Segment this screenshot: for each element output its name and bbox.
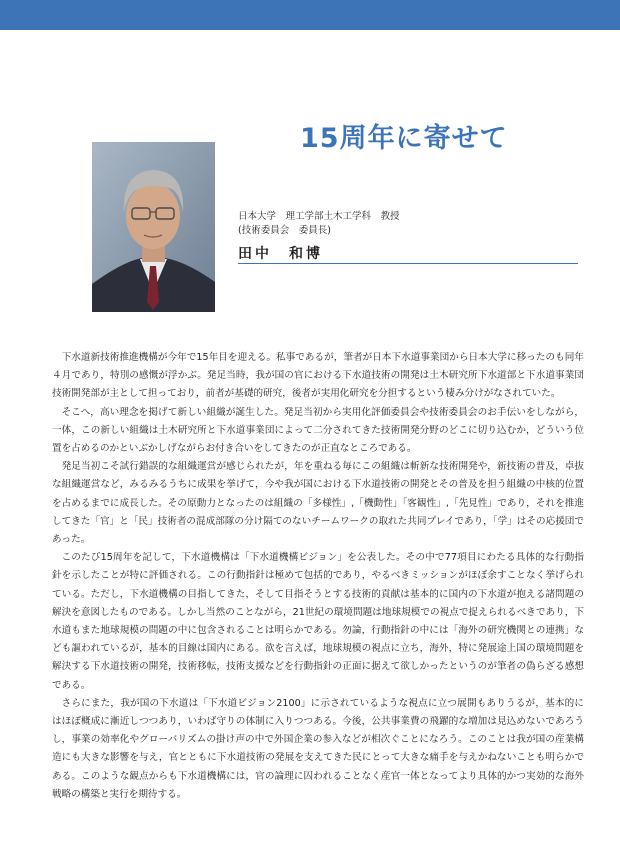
article-body — [52, 349, 584, 804]
author-affiliation: 日本大学 理工学部土木工学科 教授 — [238, 211, 400, 222]
author-name: 田中 和博 — [238, 243, 578, 264]
header-band — [0, 0, 620, 30]
paragraph: そこへ，高い理念を掲げて新しい組織が誕生した。発足当初から実用化評価委員会や技術委員会のお手伝いをしながら，一体，この新しい組織は土木研究所と下水道事業団によって二分されてきた技術開発分野のどこに切り込むか，どういう位置を占めるのかといぶかしげながらお付き合いをしてきたのが正直なところである。 — [52, 406, 584, 455]
author-role: (技術委員会 委員長) — [238, 225, 331, 236]
author-affiliation-block — [238, 210, 568, 238]
paragraph: このたび15周年を記して，下水道機構は「下水道機構ビジョン」を公表した。その中で77項目にわたる具体的な行動指針を示したことが特に評価される。この行動指針は極めて包括的であり，やるべきミッションがほぼ余すことなく挙げられている。ただし，下水道機構の目指してきた，そして目指そうとする技術的貢献は基本的に国内の下水道が抱える諸問題の解決を意図したものである。しかし当然のことながら，21世紀の環境問題は地球規模での視点で捉えられるべきであり，下水道もまた地球規模の問題の中に包含されることは明らかである。勿論，行動指針の中には「海外の研究機関との連携」なども謳われているが，基本的目線は国内にある。欲を言えば，地球規模の視点に立ち，海外，特に発展途上国の環境問題を解決する下水道技術の開発，技術移転，技術支援などを行動指針の正面に据えて欲しかったというのが筆者の偽らざる感想である。 — [52, 552, 584, 691]
page-title: 15周年に寄せて — [300, 123, 508, 154]
author-portrait — [92, 142, 215, 312]
paragraph: 発足当初こそ試行錯誤的な組織運営が感じられたが，年を重ねる毎にこの組織は斬新な技術開発や，新技術の普及，卓抜な組織運営など，みるみるうちに成果を挙げて，今や我が国における下水道技術の開発とその普及を担う組織の中核的位置を占めるまでに成長した。その原動力となったのは組織の「多様性」,「機動性」「客観性」,「先見性」であり，それを推進してきた「官」と「民」技術者の混成部隊の分け隔てのないチームワークの取れた共同プレイであり，「学」はその応援団であった。 — [52, 461, 584, 546]
paragraph: さらにまた，我が国の下水道は「下水道ビジョン2100」に示されているような視点に立つ展開もありうるが，基本的にはほぼ概成に漸近しつつあり，いわば守りの体制に入りつつある。今後，公共事業費の飛躍的な増加は見込めないであろうし，事業の効率化やグローバリズムの掛け声の中で外国企業の参入などが相次ぐことになろう。このことは我が国の産業構造にも大きな影響を与え，官とともに下水道技術の発展を支えてきた民にとって大きな痛手を与えかねないことも明らかである。このような観点からも下水道機構には，官の論理に囚われることなく産官一体となってより具体的かつ実効的な海外戦略の構築と実行を期待する。 — [52, 697, 584, 800]
paragraph: 下水道新技術推進機構が今年で15年目を迎える。私事であるが，筆者が日本下水道事業団から日本大学に移ったのも同年４月であり，特別の感慨が浮かぶ。発足当時，我が国の官における下水道技術の開発は土木研究所下水道部と下水道事業団技術開発部が主として担っており，前者が基礎的研究，後者が実用化研究を分担するという棲み分けがなされていた。 — [52, 352, 584, 400]
portrait-image — [92, 142, 215, 312]
